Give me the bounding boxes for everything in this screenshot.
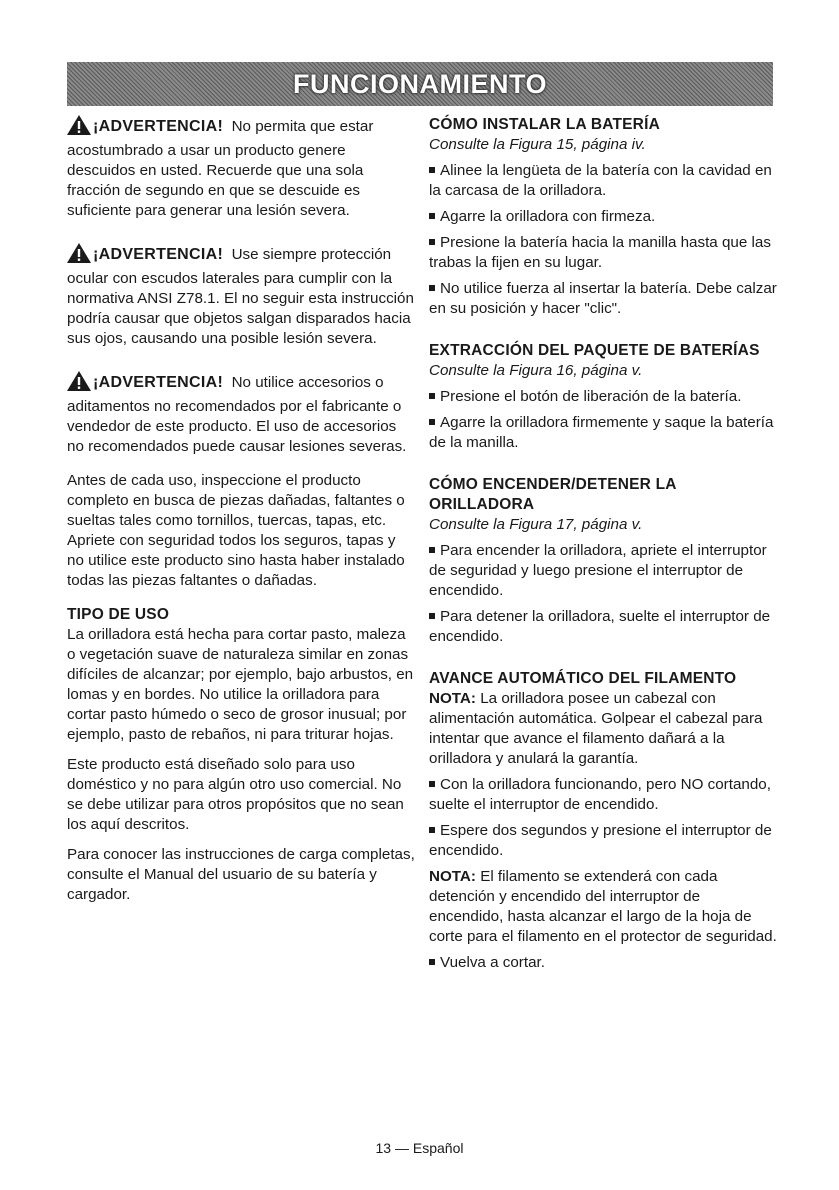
warning-icon <box>67 115 91 141</box>
section-encender <box>429 475 777 647</box>
section-heading: CÓMO INSTALAR LA BATERÍA <box>429 116 660 133</box>
list-item <box>429 161 777 201</box>
warning-block <box>67 115 415 221</box>
bullet-icon <box>429 959 435 965</box>
list-item-text: Alinee la lengüeta de la batería con la cavidad en la carcasa de la orilladora. <box>429 162 772 199</box>
note-text: El filamento se extenderá con cada detención y encendido del interruptor de encendido, hasta alcanzar el largo de la hoja de corte para el filamento en el protector de seguridad. <box>429 868 777 945</box>
list-item-text: Vuelva a cortar. <box>440 954 545 971</box>
list-item <box>429 387 777 407</box>
paragraph: Este producto está diseñado solo para uso doméstico y no para algún otro uso comercial. No se debe utilizar para otros propósitos que no sean los aquí descritos. <box>67 756 404 833</box>
left-column <box>67 115 415 915</box>
bullet-icon <box>429 213 435 219</box>
warning-label: ¡ADVERTENCIA! <box>93 246 224 263</box>
note <box>429 689 777 769</box>
list-item <box>429 279 777 319</box>
figure-reference: Consulte la Figura 17, página v. <box>429 516 643 533</box>
warning-block <box>67 243 415 349</box>
list-item-text: Agarre la orilladora firmemente y saque la batería de la manilla. <box>429 414 774 451</box>
section-instalar <box>429 115 777 319</box>
list-item-text: No utilice fuerza al insertar la batería. Debe calzar en su posición y hacer "clic". <box>429 280 777 317</box>
warning-label: ¡ADVERTENCIA! <box>93 118 224 135</box>
warning-text: No utilice accesorios o aditamentos no recomendados por el fabricante o vendedor de este producto. El uso de accesorios no recomendados puede causar lesiones severas. <box>67 374 407 455</box>
section-avance <box>429 669 777 973</box>
page-title: FUNCIONAMIENTO <box>293 68 547 99</box>
warning-block <box>67 371 415 457</box>
note-label: NOTA: <box>429 868 476 885</box>
bullet-icon <box>429 827 435 833</box>
bullet-icon <box>429 167 435 173</box>
list-item-text: Presione el botón de liberación de la batería. <box>440 388 742 405</box>
list-item-text: Para detener la orilladora, suelte el interruptor de encendido. <box>429 608 771 645</box>
list-item <box>429 413 777 453</box>
bullet-icon <box>429 285 435 291</box>
list-item-text: Con la orilladora funcionando, pero NO cortando, suelte el interruptor de encendido. <box>429 776 771 813</box>
section-heading: CÓMO ENCENDER/DETENER LA ORILLADORA <box>429 476 677 513</box>
warning-icon <box>67 371 91 397</box>
bullet-icon <box>429 393 435 399</box>
list-item <box>429 953 777 973</box>
section-banner <box>67 62 773 106</box>
bullet-icon <box>429 613 435 619</box>
warning-icon <box>67 243 91 269</box>
figure-reference: Consulte la Figura 15, página iv. <box>429 136 646 153</box>
list-item <box>429 821 777 861</box>
bullet-icon <box>429 781 435 787</box>
warning-text: No permita que estar acostumbrado a usar un producto genere descuidos en usted. Recuerde que una sola fracción de segundo en que se descuide es suficiente para generar una lesión severa. <box>67 118 374 219</box>
list-item-text: Agarre la orilladora con firmeza. <box>440 208 656 225</box>
list-item-text: Para encender la orilladora, apriete el interruptor de seguridad y luego presione el interruptor de encendido. <box>429 542 767 599</box>
section-heading: AVANCE AUTOMÁTICO DEL FILAMENTO <box>429 670 737 687</box>
note-label: NOTA: <box>429 690 476 707</box>
section-heading: EXTRACCIÓN DEL PAQUETE DE BATERÍAS <box>429 342 760 359</box>
list-item <box>429 233 777 273</box>
warning-text: Use siempre protección ocular con escudos laterales para cumplir con la normativa ANSI Z78.1. El no seguir esta instrucción podría causar que objetos salgan disparados hacia sus ojos, causando una posible lesión severa. <box>67 246 414 347</box>
list-item <box>429 207 777 227</box>
list-item <box>429 607 777 647</box>
paragraph: La orilladora está hecha para cortar pasto, maleza o vegetación suave de naturaleza similar en zonas difíciles de alcanzar; por ejemplo, bajo arbustos, en lomas y en bordes. No utilice la orilladora para cortar pasto húmedo o seco de grosor inusual; por ejemplo, pasto de rebaños, ni para triturar hojas. <box>67 626 414 743</box>
figure-reference: Consulte la Figura 16, página v. <box>429 362 643 379</box>
list-item <box>429 775 777 815</box>
list-item-text: Presione la batería hacia la manilla hasta que las trabas la fijen en su lugar. <box>429 234 771 271</box>
section-heading-tipo-de-uso: TIPO DE USO <box>67 606 170 623</box>
bullet-icon <box>429 547 435 553</box>
section-extraccion <box>429 341 777 453</box>
page-footer: 13 — Español <box>375 1140 464 1156</box>
bullet-icon <box>429 419 435 425</box>
list-item-text: Espere dos segundos y presione el interruptor de encendido. <box>429 822 772 859</box>
note <box>429 867 777 947</box>
list-item <box>429 541 777 601</box>
warning-label: ¡ADVERTENCIA! <box>93 374 224 391</box>
right-column <box>429 115 777 995</box>
inspect-paragraph: Antes de cada uso, inspeccione el producto completo en busca de piezas dañadas, faltantes o sueltas tales como tornillos, tuercas, tapas, etc. Apriete con seguridad todos los seguros, tapas y no utilice este producto sino hasta haber instalado todas las piezas faltantes o dañadas. <box>67 472 405 589</box>
note-text: La orilladora posee un cabezal con alimentación automática. Golpear el cabezal para intentar que avance el filamento dañará a la orilladora y anulará la garantía. <box>429 690 763 767</box>
paragraph: Para conocer las instrucciones de carga completas, consulte el Manual del usuario de su batería y cargador. <box>67 846 415 903</box>
bullet-icon <box>429 239 435 245</box>
